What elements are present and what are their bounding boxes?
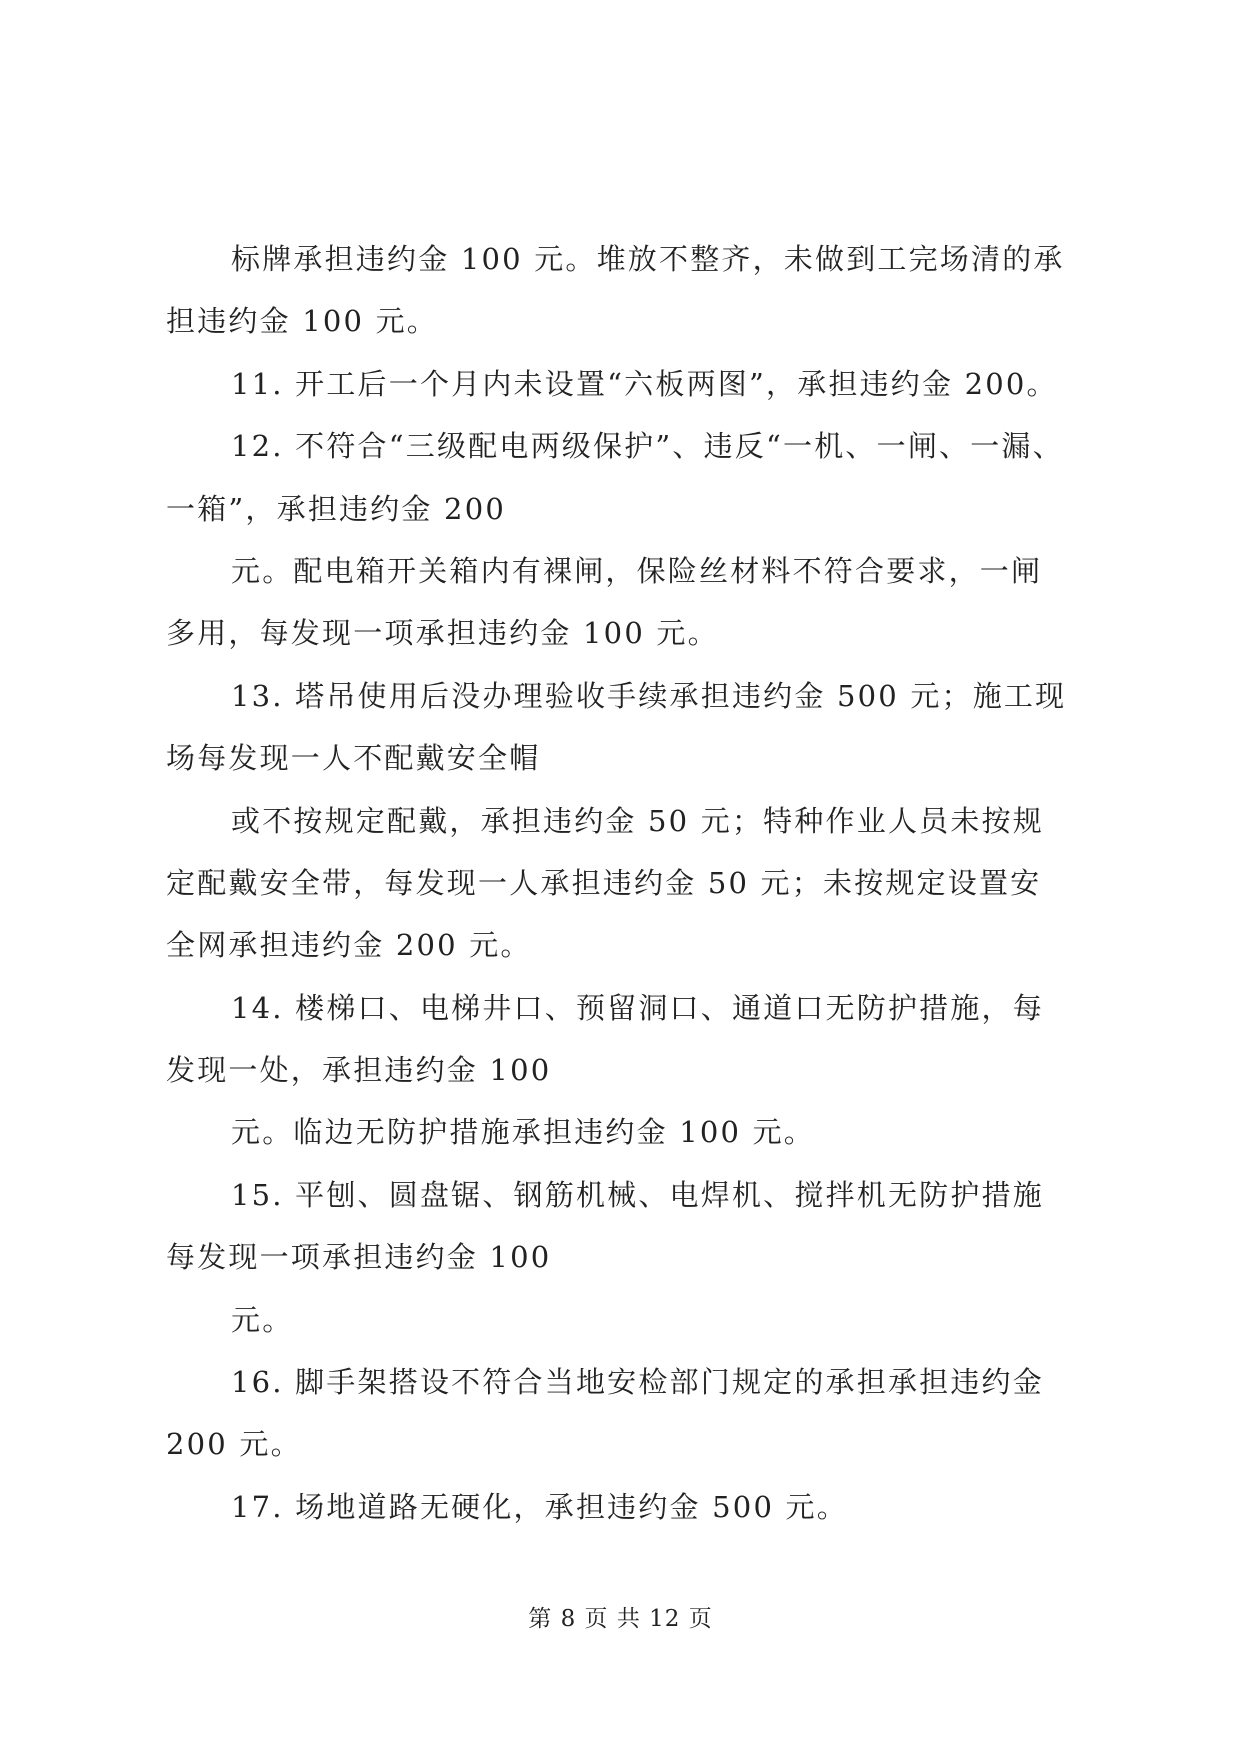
text-line: 11. 开工后一个月内未设置“六板两图”，承担违约金 200。 xyxy=(231,366,1058,401)
text-line: 担违约金 100 元。 xyxy=(166,304,438,339)
text-line: 一箱”，承担违约金 200 xyxy=(166,491,506,526)
document-body xyxy=(166,228,1086,1538)
text-line: 元。 xyxy=(231,1302,294,1337)
text-line: 发现一处，承担违约金 100 xyxy=(166,1053,552,1088)
text-line: 全网承担违约金 200 元。 xyxy=(166,928,532,963)
page-number-footer: 第 8 页 共 12 页 xyxy=(528,1606,713,1632)
text-line: 13. 塔吊使用后没办理验收手续承担违约金 500 元；施工现 xyxy=(231,678,1067,713)
text-line: 或不按规定配戴，承担违约金 50 元；特种作业人员未按规 xyxy=(231,803,1044,838)
text-line: 17. 场地道路无硬化，承担违约金 500 元。 xyxy=(231,1489,848,1524)
text-line: 元。临边无防护措施承担违约金 100 元。 xyxy=(231,1115,815,1150)
text-line: 多用，每发现一项承担违约金 100 元。 xyxy=(166,616,719,651)
text-line: 16. 脚手架搭设不符合当地安检部门规定的承担承担违约金 xyxy=(231,1365,1044,1400)
text-line: 元。配电箱开关箱内有裸闸，保险丝材料不符合要求，一闸 xyxy=(231,553,1043,588)
text-line: 标牌承担违约金 100 元。堆放不整齐，未做到工完场清的承 xyxy=(231,242,1065,276)
text-line: 15. 平刨、圆盘锯、钢筋机械、电焊机、搅拌机无防护措施 xyxy=(231,1177,1044,1212)
text-line: 14. 楼梯口、电梯井口、预留洞口、通道口无防护措施，每 xyxy=(231,990,1044,1025)
text-line: 12. 不符合“三级配电两级保护”、违反“一机、一闸、一漏、 xyxy=(231,429,1064,464)
text-line: 定配戴安全带，每发现一人承担违约金 50 元；未按规定设置安 xyxy=(166,865,1042,900)
text-line: 场每发现一人不配戴安全帽 xyxy=(166,741,541,776)
text-line: 200 元。 xyxy=(166,1427,302,1462)
text-line: 每发现一项承担违约金 100 xyxy=(166,1240,552,1275)
